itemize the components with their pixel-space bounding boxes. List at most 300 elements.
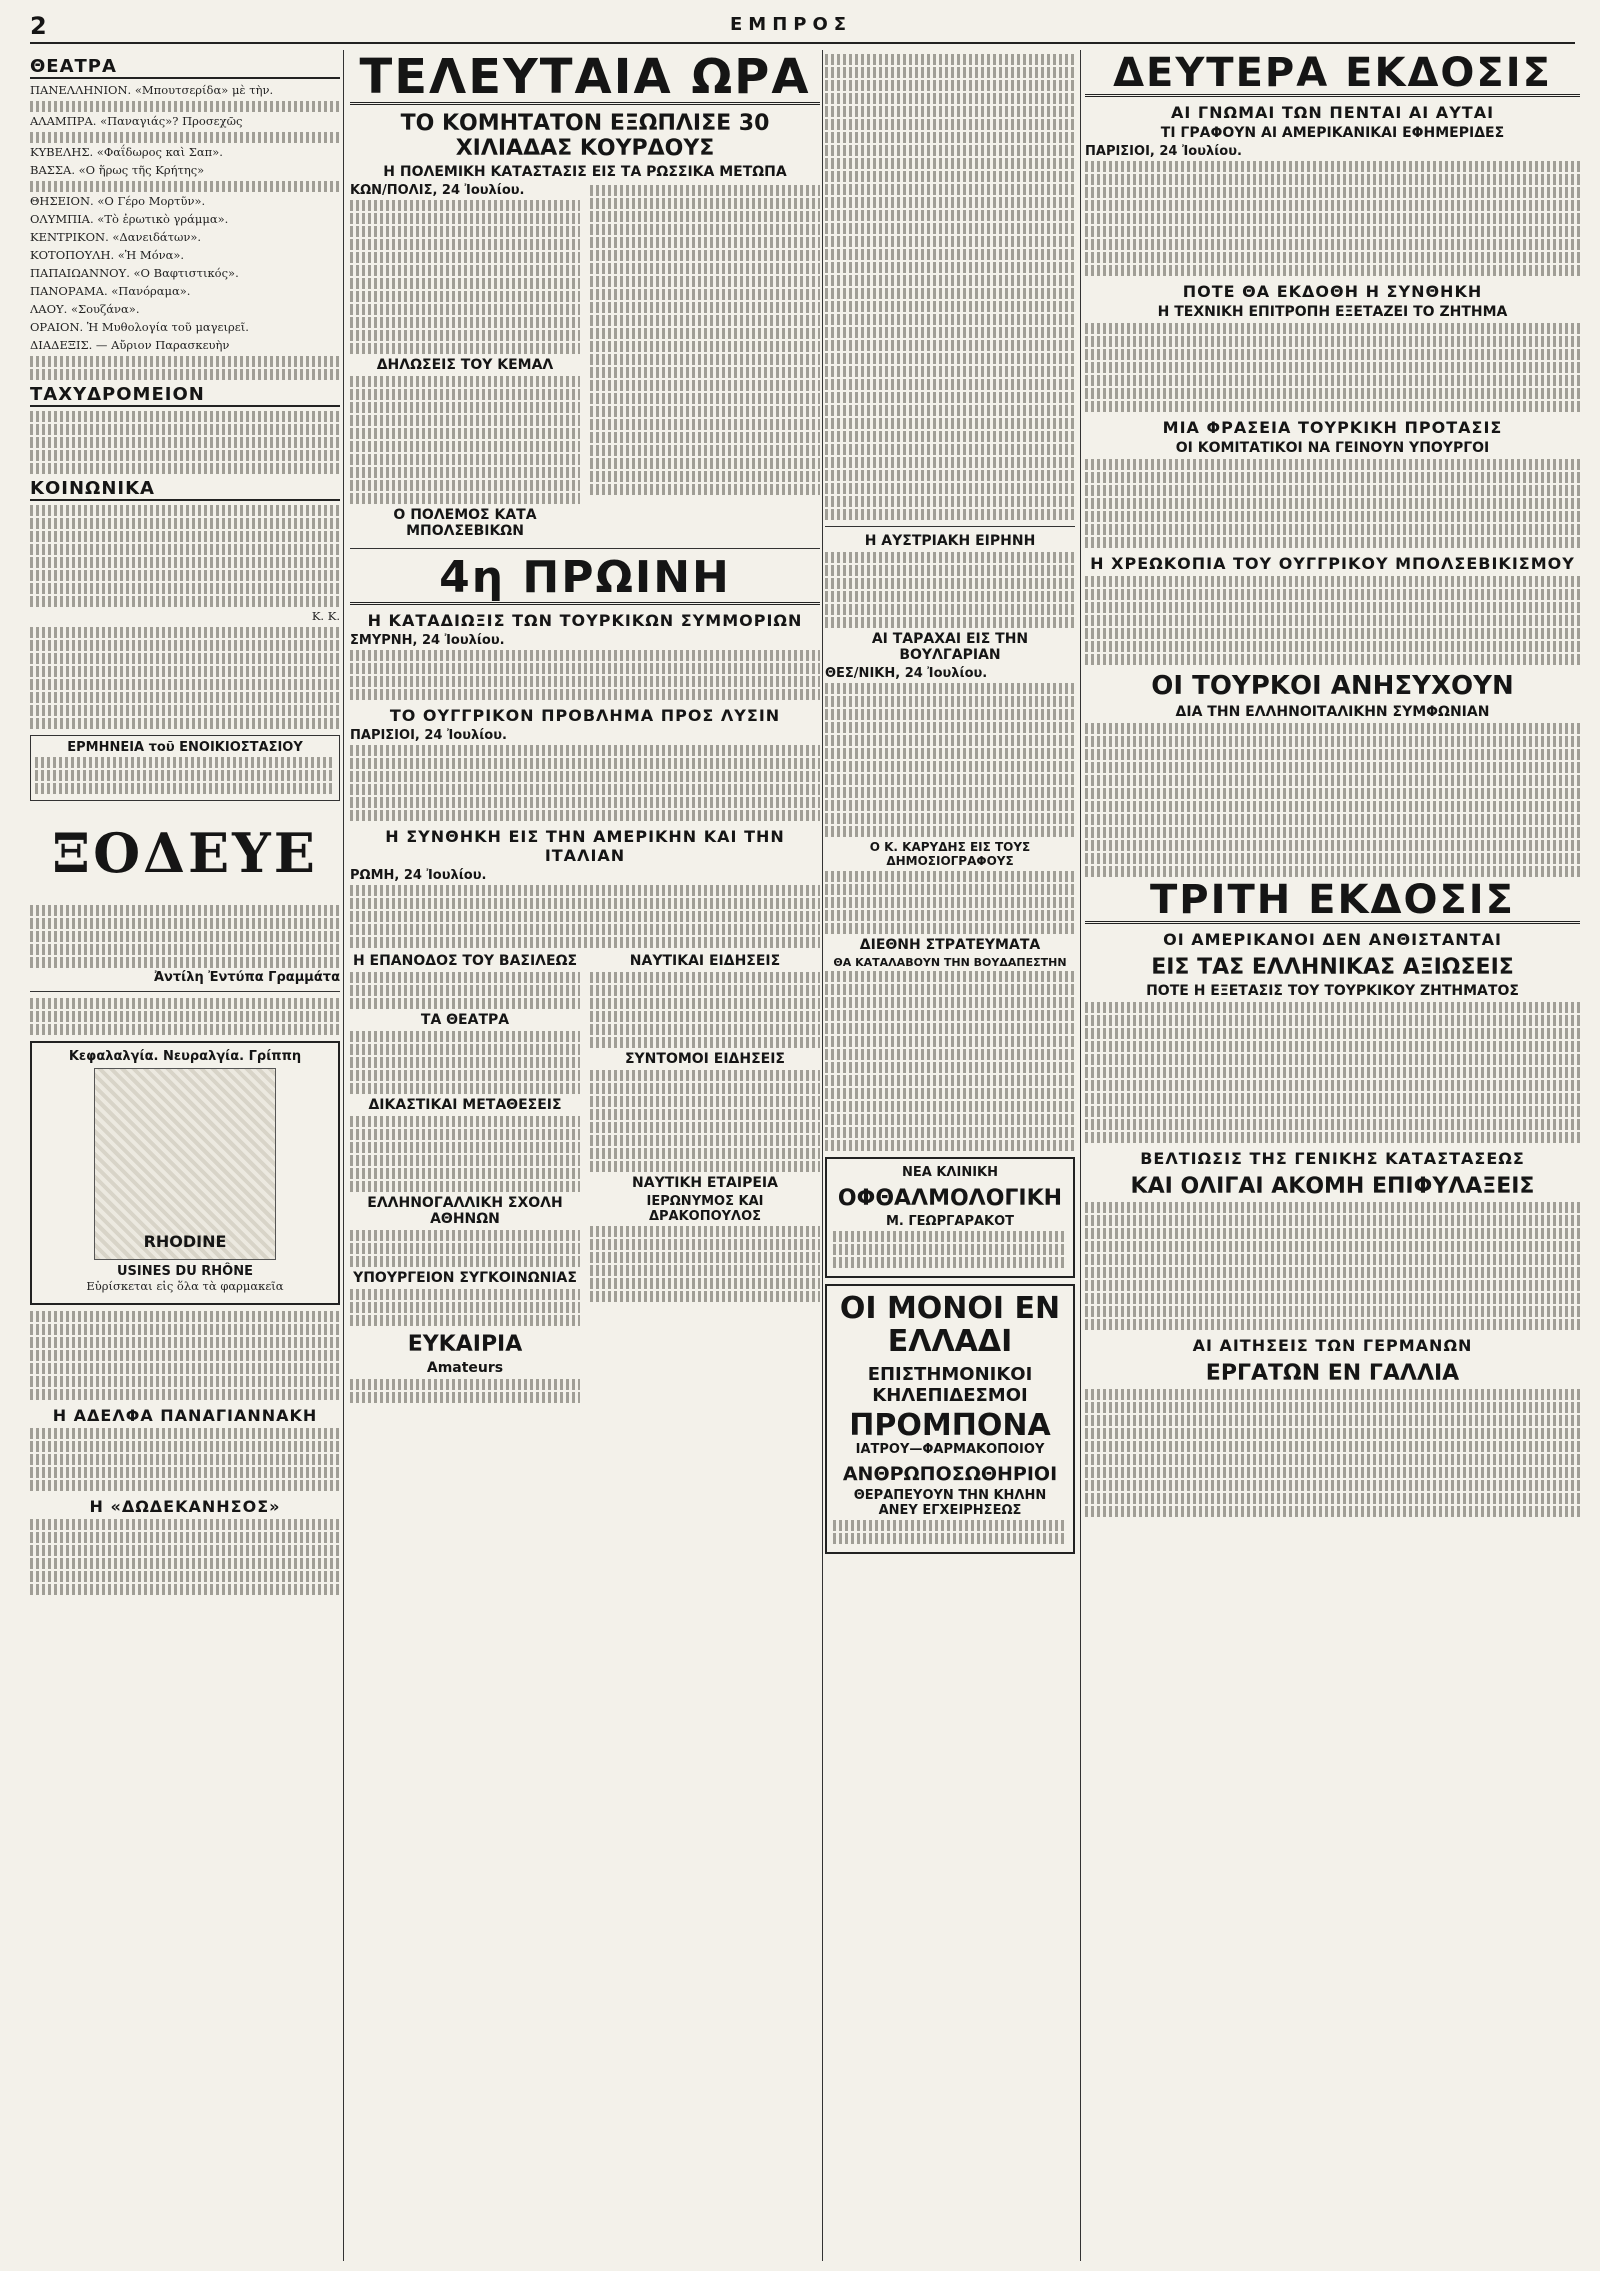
text-line bbox=[825, 552, 1075, 563]
text-line bbox=[590, 432, 820, 443]
text-line bbox=[1085, 723, 1580, 734]
text-line bbox=[590, 315, 820, 326]
text-line bbox=[1085, 602, 1580, 613]
text-line bbox=[825, 735, 1075, 746]
text-line bbox=[1085, 853, 1580, 864]
americans-heading-2: ΕΙΣ ΤΑΣ ΕΛΛΗΝΙΚΑΣ ΑΞΙΩΣΕΙΣ bbox=[1151, 955, 1514, 980]
text-line bbox=[350, 745, 820, 756]
text-line bbox=[1085, 840, 1580, 851]
text-line bbox=[30, 640, 340, 651]
text-line bbox=[1085, 1041, 1580, 1052]
text-line bbox=[350, 1031, 580, 1042]
text-line bbox=[350, 402, 580, 413]
dateline: ΘΕΣ/ΝΙΚΗ, 24 Ἰουλίου. bbox=[825, 666, 988, 681]
text-line bbox=[590, 1122, 820, 1133]
text-line bbox=[590, 289, 820, 300]
text-line bbox=[1085, 200, 1580, 211]
text-line bbox=[825, 774, 1075, 785]
text-line bbox=[825, 871, 1075, 882]
kemal-heading: ΔΗΛΩΣΕΙΣ ΤΟΥ ΚΕΜΑΛ bbox=[376, 357, 554, 374]
text-line bbox=[30, 424, 340, 435]
text-line bbox=[1085, 1441, 1580, 1452]
theatre-listing: ΛΑΟΥ. «Σουζάνα». bbox=[30, 302, 140, 316]
text-line bbox=[350, 650, 820, 661]
rhodine-ad bbox=[30, 1041, 340, 1305]
text-line bbox=[30, 450, 340, 461]
text-line bbox=[590, 458, 820, 469]
text-line bbox=[825, 262, 1075, 273]
column-rule bbox=[822, 50, 823, 2261]
text-line bbox=[30, 944, 340, 955]
text-line bbox=[30, 1324, 340, 1335]
text-line bbox=[350, 797, 820, 808]
text-line bbox=[590, 1011, 820, 1022]
americans-heading: ΟΙ ΑΜΕΡΙΚΑΝΟΙ ΔΕΝ ΑΝΘΙΣΤΑΝΤΑΙ bbox=[1163, 930, 1502, 949]
text-line bbox=[590, 1226, 820, 1237]
chance-heading: ΕΥΚΑΙΡΙΑ bbox=[407, 1331, 523, 1357]
text-line bbox=[30, 905, 340, 916]
text-line bbox=[1085, 1254, 1580, 1265]
bolshevism-heading: Η ΧΡΕΩΚΟΠΙΑ ΤΟΥ ΟΥΓΓΡΙΚΟΥ ΜΠΟΛΣΕΒΙΚΙΣΜΟΥ bbox=[1090, 554, 1575, 573]
text-line bbox=[1085, 537, 1580, 548]
text-line bbox=[825, 236, 1075, 247]
text-line bbox=[825, 379, 1075, 390]
text-line bbox=[30, 1467, 340, 1478]
text-line bbox=[350, 1083, 580, 1094]
text-line bbox=[833, 1257, 1067, 1268]
text-line bbox=[30, 692, 340, 703]
text-line bbox=[30, 181, 340, 192]
text-line bbox=[590, 972, 820, 983]
text-line bbox=[30, 518, 340, 529]
text-line bbox=[30, 931, 340, 942]
naval-heading: ΝΑΥΤΙΚΑΙ ΕΙΔΗΣΕΙΣ bbox=[629, 952, 781, 969]
text-line bbox=[1085, 401, 1580, 412]
theatre-listing: ΔΙΑΔΕΞΙΣ. — Αὔριον Παρασκευὴν bbox=[30, 338, 230, 352]
text-line bbox=[30, 1441, 340, 1452]
text-line bbox=[1085, 187, 1580, 198]
divider bbox=[350, 548, 820, 549]
dateline: ΠΑΡΙΣΙΟΙ, 24 Ἰουλίου. bbox=[1085, 144, 1242, 159]
text-line bbox=[1085, 1428, 1580, 1439]
short-news-heading: ΣΥΝΤΟΜΟΙ ΕΙΔΗΣΕΙΣ bbox=[624, 1050, 785, 1067]
clinic-ad bbox=[825, 1157, 1075, 1278]
text-line bbox=[1085, 1215, 1580, 1226]
text-line bbox=[825, 1010, 1075, 1021]
text-line bbox=[35, 783, 335, 794]
worried-heading: ΟΙ ΤΟΥΡΚΟΙ ΑΝΗΣΥΧΟΥΝ bbox=[1151, 671, 1514, 701]
xodeve-subtitle: Ἀντίλη Ἐντύπα Γραμμάτα bbox=[153, 970, 340, 985]
text-line bbox=[825, 1062, 1075, 1073]
clinic-name: ΟΦΘΑΛΜΟΛΟΓΙΚΗ bbox=[837, 1186, 1063, 1211]
text-line bbox=[350, 998, 580, 1009]
text-line bbox=[350, 1142, 580, 1153]
hernia-ad-title: ΟΙ ΜΟΝΟΙ ΕΝ ΕΛΛΑΔΙ bbox=[839, 1291, 1061, 1359]
text-line bbox=[30, 1584, 340, 1595]
text-line bbox=[825, 578, 1075, 589]
text-line bbox=[590, 1148, 820, 1159]
text-line bbox=[833, 1520, 1067, 1531]
social-signature: Κ. Κ. bbox=[311, 609, 340, 623]
text-line bbox=[590, 328, 820, 339]
text-line bbox=[1085, 485, 1580, 496]
text-line bbox=[350, 924, 820, 935]
top-bar bbox=[30, 12, 1575, 44]
text-line bbox=[350, 239, 580, 250]
text-line bbox=[825, 197, 1075, 208]
ministry-heading: ΥΠΟΥΡΓΕΙΟΝ ΣΥΓΚΟΙΝΩΝΙΑΣ bbox=[353, 1269, 577, 1286]
text-line bbox=[30, 718, 340, 729]
text-line bbox=[350, 1181, 580, 1192]
text-line bbox=[825, 392, 1075, 403]
text-line bbox=[1085, 239, 1580, 250]
text-line bbox=[350, 911, 820, 922]
text-line bbox=[825, 1101, 1075, 1112]
text-line bbox=[35, 770, 335, 781]
text-line bbox=[825, 184, 1075, 195]
errata-box bbox=[30, 735, 340, 801]
transfers-heading: ΔΙΚΑΣΤΙΚΑΙ ΜΕΤΑΘΕΣΕΙΣ bbox=[368, 1096, 562, 1113]
text-line bbox=[350, 428, 580, 439]
text-line bbox=[1085, 1119, 1580, 1130]
text-line bbox=[825, 275, 1075, 286]
text-line bbox=[350, 937, 820, 948]
phrase-heading: ΜΙΑ ΦΡΑΣΕΙΑ ΤΟΥΡΚΙΚΗ ΠΡΟΤΑΣΙΣ bbox=[1162, 418, 1503, 437]
clinic-doctor: Μ. ΓΕΩΡΓΑΡΑΚΟΤ bbox=[885, 1214, 1015, 1229]
text-line bbox=[825, 984, 1075, 995]
text-line bbox=[1085, 654, 1580, 665]
dateline: ΣΜΥΡΝΗ, 24 Ἰουλίου. bbox=[350, 632, 505, 648]
text-line bbox=[1085, 161, 1580, 172]
text-line bbox=[30, 437, 340, 448]
text-line bbox=[1085, 762, 1580, 773]
text-line bbox=[1085, 1293, 1580, 1304]
text-line bbox=[590, 1037, 820, 1048]
text-line bbox=[825, 722, 1075, 733]
text-line bbox=[833, 1244, 1067, 1255]
text-line bbox=[833, 1533, 1067, 1544]
text-line bbox=[825, 470, 1075, 481]
second-edition-title: ΔΕΥΤΕΡΑ ΕΚΔΟΣΙΣ bbox=[1085, 52, 1580, 97]
social-heading: ΚΟΙΝΩΝΙΚΑ bbox=[30, 478, 340, 501]
text-line bbox=[590, 302, 820, 313]
text-line bbox=[1085, 1228, 1580, 1239]
text-line bbox=[30, 101, 340, 112]
text-line bbox=[825, 1088, 1075, 1099]
text-line bbox=[350, 441, 580, 452]
text-line bbox=[30, 705, 340, 716]
ad-brand: USINES DU RHÔNE bbox=[117, 1264, 253, 1279]
masthead: ΕΜΠΡΟΣ bbox=[730, 14, 853, 35]
text-line bbox=[350, 213, 580, 224]
dodekanisos-heading: Η «ΔΩΔΕΚΑΝΗΣΟΣ» bbox=[89, 1497, 281, 1516]
text-line bbox=[1085, 1241, 1580, 1252]
dateline: ΠΑΡΙΣΙΟΙ, 24 Ἰουλίου. bbox=[350, 727, 507, 743]
text-line bbox=[590, 380, 820, 391]
text-line bbox=[590, 354, 820, 365]
text-line bbox=[1085, 1493, 1580, 1504]
american-heading: ΤΙ ΓΡΑΦΟΥΝ ΑΙ ΑΜΕΡΙΚΑΝΙΚΑΙ ΕΦΗΜΕΡΙΔΕΣ bbox=[1160, 125, 1505, 141]
text-line bbox=[350, 1379, 580, 1390]
text-line bbox=[825, 604, 1075, 615]
text-line bbox=[30, 132, 340, 143]
text-line bbox=[30, 998, 340, 1009]
text-line bbox=[825, 696, 1075, 707]
improve-subheading: ΚΑΙ ΟΛΙΓΑΙ ΑΚΟΜΗ ΕΠΙΦΥΛΑΞΕΙΣ bbox=[1130, 1174, 1535, 1199]
school-heading: ΕΛΛΗΝΟΓΑΛΛΙΚΗ ΣΧΟΛΗ ΑΘΗΝΩΝ bbox=[367, 1194, 563, 1227]
text-line bbox=[825, 314, 1075, 325]
lower-articles bbox=[350, 950, 820, 1405]
text-line bbox=[1085, 1467, 1580, 1478]
text-line bbox=[1085, 1280, 1580, 1291]
text-line bbox=[825, 327, 1075, 338]
text-line bbox=[825, 93, 1075, 104]
turk-bands-heading: Η ΚΑΤΑΔΙΩΞΙΣ ΤΩΝ ΤΟΥΡΚΙΚΩΝ ΣΥΜΜΟΡΙΩΝ bbox=[367, 610, 803, 630]
text-line bbox=[1085, 1067, 1580, 1078]
text-line bbox=[590, 237, 820, 248]
text-line bbox=[590, 367, 820, 378]
dateline: ΡΩΜΗ, 24 Ἰουλίου. bbox=[350, 867, 487, 883]
text-line bbox=[1085, 349, 1580, 360]
text-line bbox=[825, 761, 1075, 772]
text-line bbox=[825, 1140, 1075, 1151]
text-line bbox=[350, 1070, 580, 1081]
text-line bbox=[350, 676, 820, 687]
column-3 bbox=[825, 52, 1075, 2261]
text-line bbox=[825, 158, 1075, 169]
text-line bbox=[350, 771, 820, 782]
text-line bbox=[30, 1519, 340, 1530]
text-line bbox=[825, 418, 1075, 429]
text-line bbox=[30, 1363, 340, 1374]
main-title: ΤΕΛΕΥΤΑΙΑ ΩΡΑ bbox=[350, 52, 820, 105]
text-line bbox=[30, 369, 340, 380]
dateline: ΚΩΝ/ΠΟΛΙΣ, 24 Ἰουλίου. bbox=[350, 183, 525, 199]
text-line bbox=[825, 1075, 1075, 1086]
text-line bbox=[30, 918, 340, 929]
text-line bbox=[30, 1350, 340, 1361]
text-line bbox=[825, 249, 1075, 260]
text-line bbox=[350, 784, 820, 795]
text-line bbox=[825, 288, 1075, 299]
text-line bbox=[30, 1545, 340, 1556]
bulgaria-heading: ΑΙ ΤΑΡΑΧΑΙ ΕΙΣ ΤΗΝ ΒΟΥΛΓΑΡΙΑΝ bbox=[871, 631, 1029, 663]
text-line bbox=[1085, 1015, 1580, 1026]
text-line bbox=[1085, 1132, 1580, 1143]
text-line bbox=[825, 431, 1075, 442]
text-line bbox=[1085, 801, 1580, 812]
main-article bbox=[350, 183, 820, 542]
text-line bbox=[590, 393, 820, 404]
text-line bbox=[825, 683, 1075, 694]
opinions-heading: ΑΙ ΓΝΩΜΑΙ ΤΩΝ ΠΕΝΤΑΙ ΑΙ ΑΥΤΑΙ bbox=[1170, 103, 1495, 122]
text-line bbox=[590, 276, 820, 287]
text-line bbox=[825, 1023, 1075, 1034]
text-line bbox=[590, 1265, 820, 1276]
column-1 bbox=[30, 52, 340, 2261]
text-line bbox=[825, 813, 1075, 824]
komitat-heading: ΟΙ ΚΟΜΙΤΑΤΙΚΟΙ ΝΑ ΓΕΙΝΟΥΝ ΥΠΟΥΡΓΟΙ bbox=[1175, 440, 1490, 456]
text-line bbox=[590, 1083, 820, 1094]
text-line bbox=[590, 445, 820, 456]
text-line bbox=[1085, 252, 1580, 263]
text-line bbox=[590, 1239, 820, 1250]
text-line bbox=[590, 985, 820, 996]
text-line bbox=[590, 484, 820, 495]
hernia-ad-claim: ΘΕΡΑΠΕΥΟΥΝ ΤΗΝ ΚΗΛΗΝ bbox=[853, 1488, 1047, 1503]
main-subheadline: Η ΠΟΛΕΜΙΚΗ ΚΑΤΑΣΤΑΣΙΣ ΕΙΣ ΤΑ ΡΩΣΣΙΚΑ ΜΕΤΩΠΑ bbox=[383, 164, 787, 181]
text-line bbox=[825, 67, 1075, 78]
text-line bbox=[825, 119, 1075, 130]
text-line bbox=[825, 787, 1075, 798]
text-line bbox=[350, 1392, 580, 1403]
text-line bbox=[30, 679, 340, 690]
hernia-ad-claim-2: ΑΝΕΥ ΕΓΧΕΙΡΗΣΕΩΣ bbox=[878, 1503, 1022, 1518]
text-line bbox=[1085, 1093, 1580, 1104]
americans-subheading: ΠΟΤΕ Η ΕΞΕΤΑΣΙΣ ΤΟΥ ΤΟΥΡΚΙΚΟΥ ΖΗΤΗΜΑΤΟΣ bbox=[1146, 983, 1519, 999]
text-line bbox=[30, 1532, 340, 1543]
theatre-listing: ΟΡΑΙΟΝ. Ἡ Μυθολογία τοῦ μαγειρεῖ. bbox=[30, 320, 249, 334]
hernia-ad-sub: ΕΠΙΣΤΗΜΟΝΙΚΟΙ ΚΗΛΕΠΙΔΕΣΜΟΙ bbox=[867, 1364, 1033, 1406]
text-line bbox=[30, 1376, 340, 1387]
text-line bbox=[825, 800, 1075, 811]
text-line bbox=[1085, 641, 1580, 652]
column-rule bbox=[343, 50, 344, 2261]
text-line bbox=[590, 341, 820, 352]
text-line bbox=[30, 957, 340, 968]
text-line bbox=[1085, 736, 1580, 747]
text-line bbox=[30, 505, 340, 516]
text-line bbox=[825, 826, 1075, 837]
company-heading: ΝΑΥΤΙΚΗ ΕΤΑΙΡΕΙΑ bbox=[632, 1174, 778, 1191]
text-line bbox=[825, 340, 1075, 351]
theatre-listing: ΚΟΤΟΠΟΥΛΗ. «Ἡ Μόνα». bbox=[30, 248, 185, 262]
text-line bbox=[350, 1315, 580, 1326]
prombona-title: ΙΑΤΡΟΥ—ΦΑΡΜΑΚΟΠΟΙΟΥ bbox=[855, 1442, 1045, 1457]
theatre-listing: ΘΗΣΕΙΟΝ. «Ο Γέρο Μορτῦν». bbox=[30, 194, 206, 208]
theatre-listing: ΑΛΑΜΠΡΑ. «Παναγιάς»? Προσεχῶς bbox=[30, 114, 243, 128]
text-line bbox=[350, 200, 580, 211]
text-line bbox=[350, 885, 820, 896]
text-line bbox=[1085, 775, 1580, 786]
text-line bbox=[825, 591, 1075, 602]
army-heading: ΔΙΕΘΝΗ ΣΤΡΑΤΕΥΜΑΤΑ bbox=[859, 937, 1041, 953]
text-line bbox=[590, 998, 820, 1009]
text-line bbox=[1085, 362, 1580, 373]
text-line bbox=[350, 480, 580, 491]
text-line bbox=[825, 997, 1075, 1008]
text-line bbox=[1085, 1267, 1580, 1278]
text-line bbox=[30, 1337, 340, 1348]
text-line bbox=[1085, 323, 1580, 334]
text-line bbox=[1085, 1054, 1580, 1065]
germans-subheading: ΕΡΓΑΤΩΝ ΕΝ ΓΑΛΛΙΑ bbox=[1205, 1361, 1460, 1386]
text-line bbox=[350, 1057, 580, 1068]
text-line bbox=[1085, 615, 1580, 626]
column-2 bbox=[350, 52, 820, 2261]
text-line bbox=[825, 1127, 1075, 1138]
text-line bbox=[350, 265, 580, 276]
text-line bbox=[825, 405, 1075, 416]
text-line bbox=[1085, 1402, 1580, 1413]
text-line bbox=[590, 1109, 820, 1120]
germans-heading: ΑΙ ΑΙΤΗΣΕΙΣ ΤΩΝ ΓΕΡΜΑΝΩΝ bbox=[1192, 1336, 1473, 1355]
text-line bbox=[350, 467, 580, 478]
text-line bbox=[350, 330, 580, 341]
text-line bbox=[590, 1135, 820, 1146]
xodeve-heading: ΞΟΔΕΥΕ bbox=[52, 821, 318, 885]
text-line bbox=[30, 531, 340, 542]
text-line bbox=[1085, 1002, 1580, 1013]
text-line bbox=[1085, 375, 1580, 386]
text-line bbox=[30, 570, 340, 581]
text-line bbox=[1085, 1506, 1580, 1517]
text-line bbox=[590, 1252, 820, 1263]
errata-heading: ΕΡΜΗΝΕΙΑ τοῦ ΕΝΟΙΚΙΟΣΤΑΣΙΟΥ bbox=[67, 740, 303, 755]
improve-heading: ΒΕΛΤΙΩΣΙΣ ΤΗΣ ΓΕΝΙΚΗΣ ΚΑΤΑΣΤΑΣΕΩΣ bbox=[1140, 1149, 1525, 1168]
text-line bbox=[825, 223, 1075, 234]
text-line bbox=[590, 185, 820, 196]
text-line bbox=[30, 1428, 340, 1439]
prombona-name: ΠΡΟΜΠΟΝΑ bbox=[849, 1408, 1051, 1443]
text-line bbox=[1085, 336, 1580, 347]
text-line bbox=[350, 389, 580, 400]
text-line bbox=[825, 897, 1075, 908]
text-line bbox=[30, 557, 340, 568]
text-line bbox=[350, 304, 580, 315]
text-line bbox=[1085, 788, 1580, 799]
text-line bbox=[350, 1168, 580, 1179]
column-rule bbox=[1080, 50, 1081, 2261]
theatre-heading: ΤΑ ΘΕΑΤΡΑ bbox=[420, 1011, 510, 1028]
text-line bbox=[30, 596, 340, 607]
text-line bbox=[825, 496, 1075, 507]
text-line bbox=[825, 80, 1075, 91]
text-line bbox=[825, 301, 1075, 312]
text-line bbox=[825, 171, 1075, 182]
text-line bbox=[30, 666, 340, 677]
text-line bbox=[590, 1278, 820, 1289]
page-number: 2 bbox=[30, 12, 47, 40]
text-line bbox=[350, 810, 820, 821]
text-line bbox=[30, 1311, 340, 1322]
text-line bbox=[30, 1558, 340, 1569]
worried-subheading: ΔΙΑ ΤΗΝ ΕΛΛΗΝΟΙΤΑΛΙΚΗΝ ΣΥΜΦΩΝΙΑΝ bbox=[1175, 704, 1490, 720]
text-line bbox=[350, 493, 580, 504]
text-line bbox=[30, 356, 340, 367]
text-line bbox=[825, 54, 1075, 65]
text-line bbox=[1085, 814, 1580, 825]
text-line bbox=[825, 923, 1075, 934]
text-line bbox=[350, 1230, 580, 1241]
king-heading: Η ΕΠΑΝΟΔΟΣ ΤΟΥ ΒΑΣΙΛΕΩΣ bbox=[352, 952, 578, 969]
text-line bbox=[1085, 1202, 1580, 1213]
ad-product: RHODINE bbox=[143, 1232, 227, 1251]
text-line bbox=[350, 291, 580, 302]
panagianni-heading: Η ΑΔΕΛΦΑ ΠΑΝΑΓΙΑΝΝΑΚΗ bbox=[52, 1406, 318, 1425]
treaty-heading: Η ΣΥΝΘΗΚΗ ΕΙΣ ΤΗΝ ΑΜΕΡΙΚΗΝ ΚΑΙ ΤΗΝ ΙΤΑΛΙΑΝ bbox=[385, 826, 785, 865]
text-line bbox=[825, 483, 1075, 494]
text-line bbox=[1085, 213, 1580, 224]
third-edition-title: ΤΡΙΤΗ ΕΚΔΟΣΙΣ bbox=[1085, 879, 1580, 924]
theatre-listing: ΟΛΥΜΠΙΑ. «Τὸ ἐρωτικὸ γράμμα». bbox=[30, 212, 229, 226]
text-line bbox=[350, 376, 580, 387]
theatre-listing: ΠΑΝΟΡΑΜΑ. «Πανόραμα». bbox=[30, 284, 191, 298]
text-line bbox=[1085, 628, 1580, 639]
text-line bbox=[30, 583, 340, 594]
morning-edition-title: 4η ΠΡΩΙΝΗ bbox=[350, 555, 820, 604]
text-line bbox=[350, 226, 580, 237]
